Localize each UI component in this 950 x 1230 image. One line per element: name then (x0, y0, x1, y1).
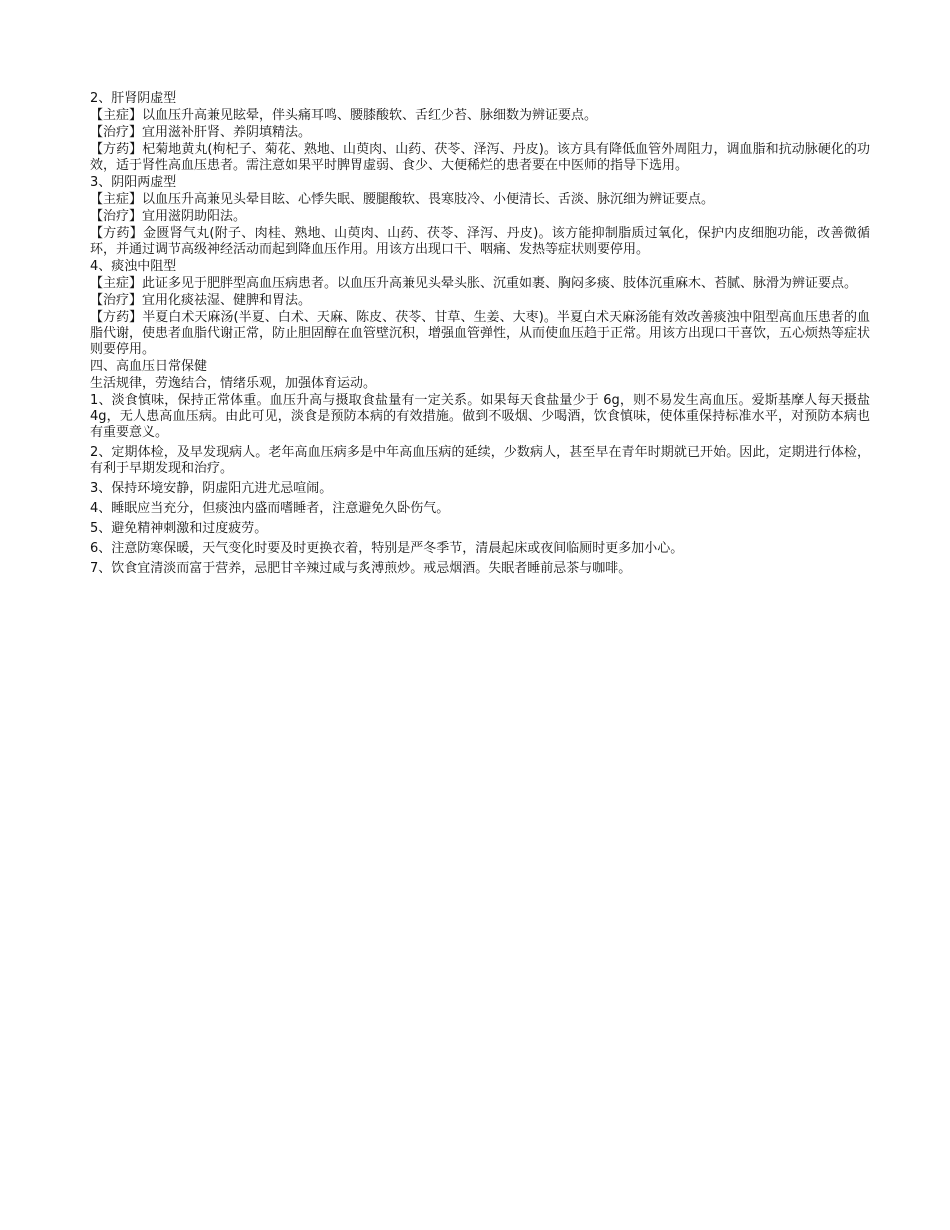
section-heading-yin-yang-deficiency: 3、阴阳两虚型 (90, 175, 177, 190)
symptom-paragraph: 【主症】以血压升高兼见眩晕，伴头痛耳鸣、腰膝酸软、舌红少苔、脉细数为辨证要点。 (90, 108, 598, 123)
care-item-2: 2、定期体检，及早发现病人。老年高血压病多是中年高血压病的延续，少数病人，甚至早在青年时期就已开始。因此，定期进行体检，有利于早期发现和治疗。 (90, 445, 870, 476)
section-heading-liver-kidney-yin-deficiency: 2、肝肾阴虚型 (90, 91, 177, 106)
symptom-paragraph: 【主症】以血压升高兼见头晕目眩、心悸失眠、腰腿酸软、畏寒肢冷、小便清长、舌淡、脉沉细为辨证要点。 (90, 192, 715, 207)
section-heading-phlegm-turbidity: 4、痰浊中阻型 (90, 259, 177, 274)
section-heading-daily-care: 四、高血压日常保健 (90, 359, 208, 374)
document-body (90, 91, 870, 581)
prescription-paragraph: 【方药】金匮肾气丸(附子、肉桂、熟地、山萸肉、山药、茯苓、泽泻、丹皮)。该方能抑制脂质过氧化，保护内皮细胞功能，改善微循环，并通过调节高级神经活动而起到降血压作用。用该方出现口干、咽痛、发热等症状则要停用。 (90, 226, 870, 257)
treatment-paragraph: 【治疗】宜用滋阴助阳法。 (90, 209, 247, 224)
care-item-4: 4、睡眠应当充分，但痰浊内盛而嗜睡者，注意避免久卧伤气。 (90, 501, 450, 516)
care-item-1: 1、淡食慎味，保持正常体重。血压升高与摄取食盐量有一定关系。如果每天食盐量少于 6g，则不易发生高血压。爱斯基摩人每天摄盐 4g，无人患高血压病。由此可见，淡食是预防本病的有效措施。做到不吸烟、少喝酒，饮食慎味，使体重保持标准水平，对预防本病也有重要意义。 (90, 393, 870, 440)
treatment-paragraph: 【治疗】宜用化痰祛湿、健脾和胃法。 (90, 293, 312, 308)
prescription-paragraph: 【方药】半夏白术天麻汤(半夏、白术、天麻、陈皮、茯苓、甘草、生姜、大枣)。半夏白术天麻汤能有效改善痰浊中阻型高血压患者的血脂代谢，使患者血脂代谢正常，防止胆固醇在血管壁沉积，增强血管弹性，从而使血压趋于正常。用该方出现口干喜饮，五心烦热等症状则要停用。 (90, 310, 871, 357)
daily-care-intro: 生活规律，劳逸结合，情绪乐观，加强体育运动。 (90, 376, 377, 391)
prescription-paragraph: 【方药】杞菊地黄丸(枸杞子、菊花、熟地、山萸肉、山药、茯苓、泽泻、丹皮)。该方具有降低血管外周阻力，调血脂和抗动脉硬化的功效，适于肾性高血压患者。需注意如果平时脾胃虚弱、食少、大便稀烂的患者要在中医师的指导下选用。 (90, 142, 870, 173)
care-item-5: 5、避免精神刺激和过度疲劳。 (90, 521, 268, 536)
care-item-6: 6、注意防寒保暖，天气变化时要及时更换衣着，特别是严冬季节，清晨起床或夜间临厕时更多加小心。 (90, 541, 684, 556)
symptom-paragraph: 【主症】此证多见于肥胖型高血压病患者。以血压升高兼见头晕头胀、沉重如裹、胸闷多痰、肢体沉重麻木、苔腻、脉滑为辨证要点。 (90, 276, 858, 291)
care-item-3: 3、保持环境安静，阴虚阳亢进尤忌喧闹。 (90, 481, 333, 496)
treatment-paragraph: 【治疗】宜用滋补肝肾、养阴填精法。 (90, 125, 312, 140)
care-item-7: 7、饮食宜清淡而富于营养，忌肥甘辛辣过咸与炙溥煎炒。戒忌烟酒。失眠者睡前忌茶与咖啡。 (90, 561, 632, 576)
